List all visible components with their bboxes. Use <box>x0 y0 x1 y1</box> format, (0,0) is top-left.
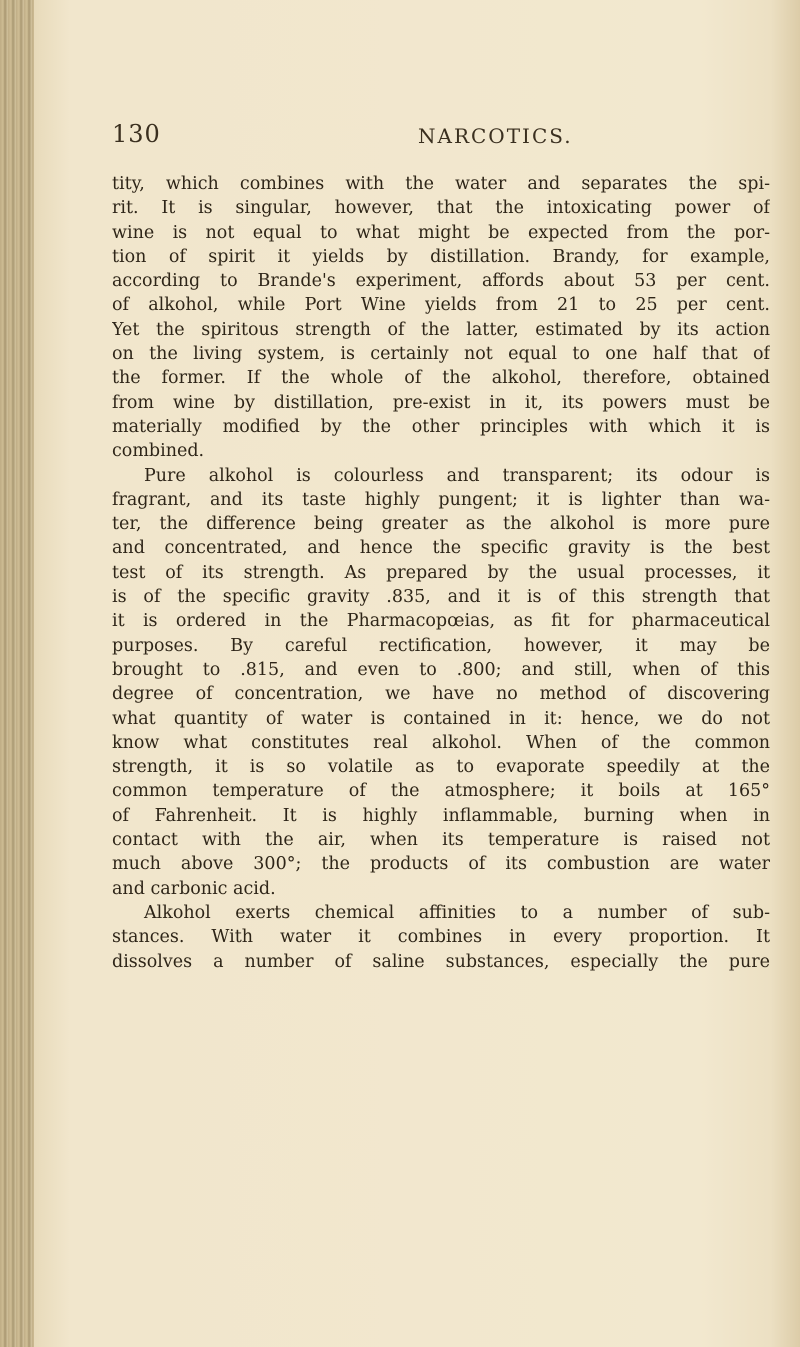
text-line: test of its strength. As prepared by the usual processes, it <box>112 562 770 583</box>
text-line: rit. It is singular, however, that the intoxicating power of <box>112 198 770 219</box>
text-line: tity, which combines with the water and separates the spi- <box>112 174 770 194</box>
text-line: and carbonic acid. <box>112 878 276 899</box>
running-head: NARCOTICS. <box>418 124 573 148</box>
text-line: according to Brande's experiment, affords about 53 per cent. <box>112 271 770 292</box>
text-line: the former. If the whole of the alkohol, therefore, obtained <box>112 368 770 389</box>
text-line: is of the specific gravity .835, and it is of this strength that <box>112 587 770 608</box>
text-line: Yet the spiritous strength of the latter, estimated by its action <box>112 319 770 340</box>
text-line: of Fahrenheit. It is highly inflammable, burning when in <box>112 805 770 826</box>
text-line: Alkohol exerts chemical affinities to a number of sub- <box>144 902 770 923</box>
body-text <box>112 172 770 974</box>
text-line: on the living system, is certainly not equal to one half that of <box>112 344 770 365</box>
text-line: combined. <box>112 441 205 462</box>
text-line: purposes. By careful rectification, however, it may be <box>112 635 770 656</box>
binding-gutter <box>0 0 34 1347</box>
text-line: from wine by distillation, pre-exist in it, its powers must be <box>112 392 770 413</box>
text-line: wine is not equal to what might be expected from the por- <box>112 222 770 243</box>
text-line: Pure alkohol is colourless and transparent; its odour is <box>144 465 770 486</box>
page-number: 130 <box>112 120 161 148</box>
page-header <box>112 120 772 160</box>
text-line: materially modified by the other principles with which it is <box>112 416 770 437</box>
text-line: contact with the air, when its temperature is raised not <box>112 830 770 851</box>
text-line: fragrant, and its taste highly pungent; it is lighter than wa- <box>112 489 770 510</box>
text-line: brought to .815, and even to .800; and still, when of this <box>112 659 770 680</box>
text-line: and concentrated, and hence the specific gravity is the best <box>112 538 770 559</box>
text-line: dissolves a number of saline substances, especially the pure <box>112 951 770 972</box>
text-line: degree of concentration, we have no method of discovering <box>112 684 770 705</box>
text-line: stances. With water it combines in every proportion. It <box>112 927 770 948</box>
text-line: ter, the difference being greater as the alkohol is more pure <box>112 514 770 535</box>
text-line: it is ordered in the Pharmacopœias, as fit for pharmaceutical <box>112 611 770 632</box>
text-line: strength, it is so volatile as to evaporate speedily at the <box>112 757 770 778</box>
text-line: know what constitutes real alkohol. When of the common <box>112 732 770 753</box>
text-line: of alkohol, while Port Wine yields from 21 to 25 per cent. <box>112 295 770 316</box>
text-line: tion of spirit it yields by distillation. Brandy, for example, <box>112 246 770 267</box>
text-line: common temperature of the atmosphere; it boils at 165° <box>112 781 770 802</box>
text-line: much above 300°; the products of its combustion are water <box>112 854 770 875</box>
text-line: what quantity of water is contained in it: hence, we do not <box>112 708 770 729</box>
